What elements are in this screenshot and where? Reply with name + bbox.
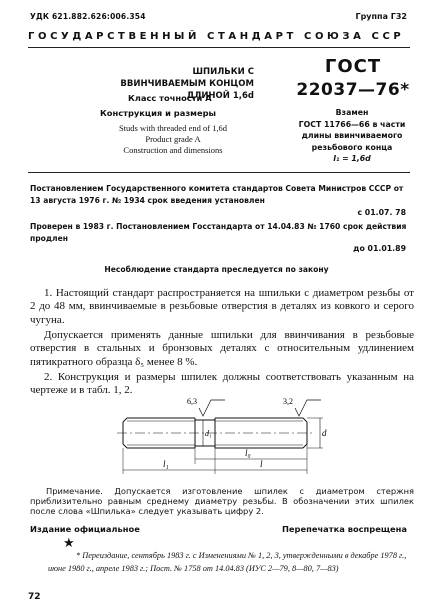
roughness-right-symbol	[295, 400, 321, 416]
drawing-note: Примечание. Допускается изготовление шпилек с диаметром стержня приблизительно равным среднему диаметру резьбы. В обозначении этих шпилек после слова «Шпилька» следует указывать цифру 2.	[30, 486, 414, 517]
page-number: 72	[28, 592, 41, 602]
gost-number: 22037—76*	[296, 80, 410, 100]
checked-text: Проверен в 1983 г. Постановлением Госстандарта от 14.04.83 № 1760 срок действия продлен	[30, 222, 407, 243]
paragraph-1: 1. Настоящий стандарт распространяется на шпильки с диаметром резьбы от 2 до 48 мм, ввинчиваемые в резьбовые отверстия в деталях из ковкого и серого чугуна.	[30, 287, 414, 326]
section-divider	[28, 172, 410, 173]
l1-label: l₁	[163, 459, 169, 469]
right-chamfer-top	[303, 418, 307, 422]
title-line-1: ШПИЛЬКИ С ВВИНЧИВАЕМЫМ КОНЦОМ	[120, 67, 254, 89]
d-label: d	[322, 428, 327, 438]
left-chamfer-bottom	[123, 444, 127, 448]
reprint-prohibited: Перепечатка воспрещена	[281, 524, 407, 534]
footnote: * Переиздание, сентябрь 1983 г. с Изменениями № 1, 2, 3, утвержденными в декабре 1978 г., июне 1980 г., апреле 1983 г.; Пост. № 1758 от 14.04.83 (ИУС 2—79, 8—80, 7—83)	[48, 551, 407, 573]
right-chamfer-bottom	[303, 444, 307, 448]
organization-title: ГОСУДАРСТВЕННЫЙ СТАНДАРТ СОЮЗА ССР	[28, 31, 405, 42]
replaces-line-3: длины ввинчиваемого	[301, 131, 403, 140]
roughness-left-symbol	[199, 400, 225, 416]
english-title-line-2: Product grade A	[145, 134, 201, 144]
l0-label: l₀	[245, 448, 251, 458]
english-title-line-3: Construction and dimensions	[123, 145, 223, 155]
decree-date: с 01.07. 78	[357, 208, 406, 217]
replaces-block	[292, 107, 412, 165]
title-line-2: ДЛИНОЙ 1,6d	[186, 91, 254, 101]
group-code: Группа Г32	[355, 12, 407, 21]
roughness-right-label: 3,2	[283, 397, 293, 406]
english-title-line-1: Studs with threaded end of 1,6d	[118, 123, 228, 133]
replaces-line-2: ГОСТ 11766—66 в части	[298, 119, 406, 129]
decree-text: Постановлением Государственного комитета стандартов Совета Министров СССР от 13 августа 1976 г. № 1934 срок введения установлен	[30, 184, 404, 205]
replaces-line-5: l₁ = 1,6d	[333, 154, 371, 163]
roughness-left-label: 6,3	[187, 397, 197, 406]
l-label: l	[260, 459, 263, 469]
checked-date: до 01.01.89	[353, 244, 406, 253]
law-warning: Несоблюдение стандарта преследуется по закону	[104, 265, 329, 274]
english-title	[84, 123, 262, 156]
paragraph-2: Допускается применять данные шпильки для ввинчивания в резьбовые отверстия в стальных и бронзовых деталях с относительным удлинением пятикратного образца δ₅ менее 8 %.	[30, 329, 414, 368]
official-edition: Издание официальное	[30, 524, 140, 534]
udk-code: УДК 621.882.626:006.354	[30, 12, 146, 21]
title-subtitle: Конструкция и размеры	[100, 108, 217, 118]
d1-label: d₁	[205, 429, 212, 438]
gost-label: ГОСТ	[324, 56, 382, 77]
left-chamfer-top	[123, 418, 127, 422]
replaces-line-4: резьбового конца	[311, 142, 393, 152]
header-divider	[28, 47, 410, 48]
accuracy-class: Класс точности А	[128, 93, 212, 103]
paragraph-3: 2. Конструкция и размеры шпилек должны соответствовать указанным на чертеже и в табл. 1, 2.	[30, 371, 414, 397]
stud-drawing	[115, 394, 335, 480]
star-icon: ★	[63, 536, 75, 551]
replaces-line-1: Взамен	[335, 108, 369, 117]
